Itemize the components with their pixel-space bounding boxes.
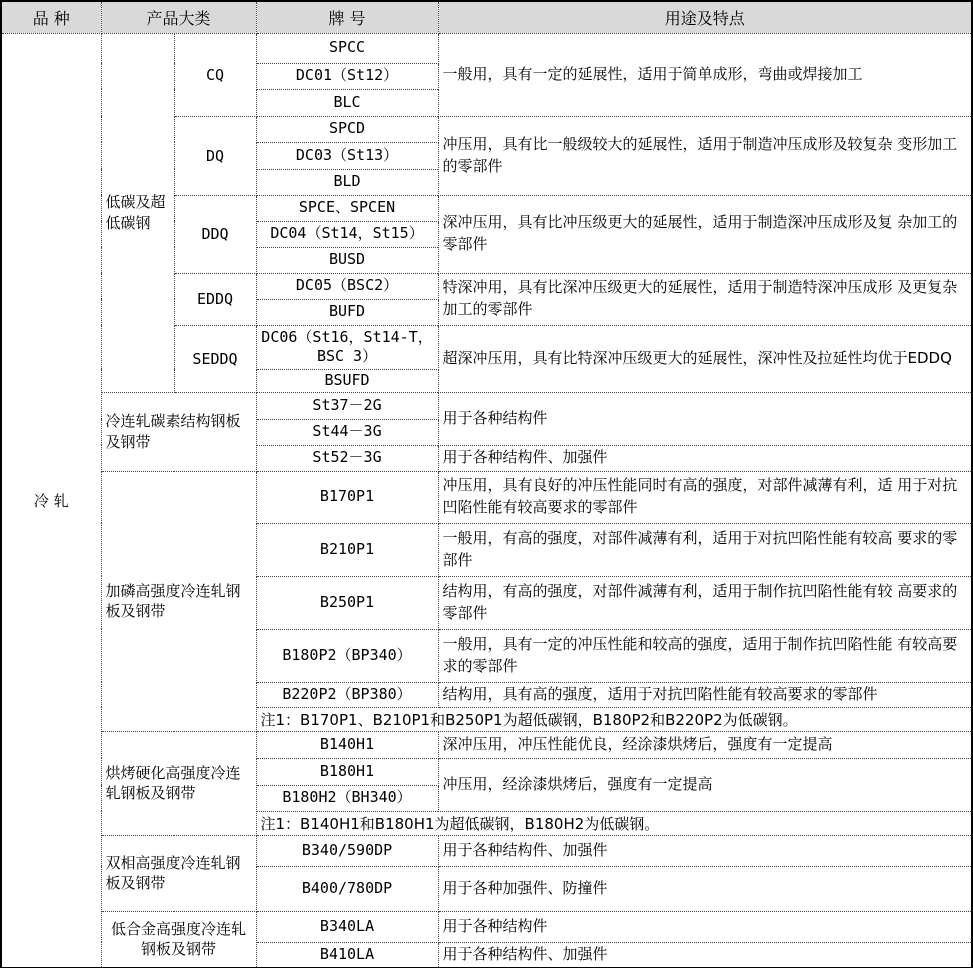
- table-row: [1, 911, 972, 942]
- usage-cell: 一般用，有高的强度，对部件减薄有利，适用于对抗凹陷性能有较高 要求的零部件: [438, 523, 972, 576]
- usage-cell: 特深冲用，具有比深冲压级更大的延展性，适用于制造特深冲压成形 及更复杂加工的零部件: [438, 273, 972, 325]
- grade-cell: DC03（St13）: [256, 142, 438, 169]
- usage-cell: 用于各种结构件、加强件: [438, 835, 972, 866]
- grade-cell: St44－3G: [256, 419, 438, 445]
- subcategory-cell-ddq: DDQ: [174, 195, 256, 273]
- grade-cell: B340LA: [256, 911, 438, 942]
- grade-cell: B410LA: [256, 942, 438, 968]
- category-cell-hsla: 低合金高强度冷连轧钢板及钢带: [101, 911, 256, 968]
- grade-cell: St37－2G: [256, 392, 438, 419]
- usage-cell: 深冲压用，冲压性能优良，经涂漆烘烤后，强度有一定提高: [438, 731, 972, 758]
- grade-cell: SPCE、SPCEN: [256, 195, 438, 221]
- table-row: [1, 33, 972, 63]
- usage-cell: 冲压用，经涂漆烘烤后，强度有一定提高: [438, 758, 972, 811]
- table-row: [1, 835, 972, 866]
- grade-cell: SPCD: [256, 116, 438, 142]
- note-cell-phosphorus: 注1：B170P1、B210P1和B250P1为超低碳钢，B180P2和B220P2为低碳钢。: [256, 707, 972, 731]
- category-cell-carbon-structural: 冷连轧碳素结构钢板及钢带: [101, 392, 256, 471]
- grade-cell: B220P2（BP380）: [256, 682, 438, 707]
- grade-cell: DC05（BSC2）: [256, 273, 438, 299]
- category-cell-bake-hardening: 烘烤硬化高强度冷连轧钢板及钢带: [101, 731, 256, 835]
- grade-cell: B400/780DP: [256, 866, 438, 911]
- header-category: 产品大类: [101, 1, 256, 33]
- subcategory-cell-eddq: EDDQ: [174, 273, 256, 325]
- usage-cell: 用于各种结构件: [438, 392, 972, 445]
- table-row: [1, 471, 972, 523]
- usage-cell: 深冲压用，具有比冲压级更大的延展性，适用于制造深冲压成形及复 杂加工的零部件: [438, 195, 972, 273]
- usage-cell: 一般用，具有一定的冲压性能和较高的强度，适用于制作抗凹陷性能 有较高要求的零部件: [438, 629, 972, 682]
- grade-cell: DC01（St12）: [256, 63, 438, 89]
- grade-cell: B210P1: [256, 523, 438, 576]
- grade-cell: BSUFD: [256, 369, 438, 392]
- usage-cell: 一般用，具有一定的延展性，适用于简单成形，弯曲或焊接加工: [438, 33, 972, 116]
- category-cell-phosphorus: 加磷高强度冷连轧钢板及钢带: [101, 471, 256, 731]
- header-row: [1, 1, 972, 33]
- grade-cell: B170P1: [256, 471, 438, 523]
- grade-cell: DC04（St14，St15）: [256, 221, 438, 247]
- table-row: [1, 731, 972, 758]
- grade-cell: BLC: [256, 89, 438, 116]
- grade-cell: DC06（St16，St14-T，BSC 3）: [256, 325, 438, 369]
- grade-cell: BUSD: [256, 247, 438, 273]
- grade-cell: B140H1: [256, 731, 438, 758]
- usage-cell: 冲压用，具有比一般级较大的延展性，适用于制造冲压成形及较复杂 变形加工的零部件: [438, 116, 972, 195]
- usage-cell: 结构用，有高的强度，对部件减薄有利，适用于制作抗凹陷性能有较 高要求的零部件: [438, 576, 972, 629]
- usage-cell: 冲压用，具有良好的冲压性能同时有高的强度，对部件减薄有利，适 用于对抗凹陷性能有较高要求的零部件: [438, 471, 972, 523]
- usage-cell: 用于各种加强件、防撞件: [438, 866, 972, 911]
- grade-cell: B180H2（BH340）: [256, 785, 438, 811]
- grade-cell: BLD: [256, 169, 438, 195]
- grade-cell: B180P2（BP340）: [256, 629, 438, 682]
- subcategory-cell-seddq: SEDDQ: [174, 325, 256, 392]
- variety-cell: 冷 轧: [1, 33, 101, 968]
- grade-cell: B340/590DP: [256, 835, 438, 866]
- grade-cell: St52－3G: [256, 445, 438, 471]
- subcategory-cell-dq: DQ: [174, 116, 256, 195]
- header-variety: 品 种: [1, 1, 101, 33]
- grade-cell: BUFD: [256, 299, 438, 325]
- usage-cell: 用于各种结构件、加强件: [438, 942, 972, 968]
- subcategory-cell-cq: CQ: [174, 33, 256, 116]
- category-cell-low-carbon: 低碳及超低碳钢: [101, 33, 174, 392]
- category-cell-dual-phase: 双相高强度冷连轧钢板及钢带: [101, 835, 256, 911]
- usage-cell: 超深冲压用，具有比特深冲压级更大的延展性，深冲性及拉延性均优于EDDQ: [438, 325, 972, 392]
- header-grade: 牌 号: [256, 1, 438, 33]
- table-row: [1, 392, 972, 419]
- grade-cell: SPCC: [256, 33, 438, 63]
- header-usage: 用途及特点: [438, 1, 972, 33]
- usage-cell: 结构用，具有高的强度，适用于对抗凹陷性能有较高要求的零部件: [438, 682, 972, 707]
- grade-cell: B250P1: [256, 576, 438, 629]
- note-cell-bake-hardening: 注1：B140H1和B180H1为超低碳钢，B180H2为低碳钢。: [256, 811, 972, 835]
- grade-cell: B180H1: [256, 758, 438, 785]
- usage-cell: 用于各种结构件: [438, 911, 972, 942]
- usage-cell: 用于各种结构件、加强件: [438, 445, 972, 471]
